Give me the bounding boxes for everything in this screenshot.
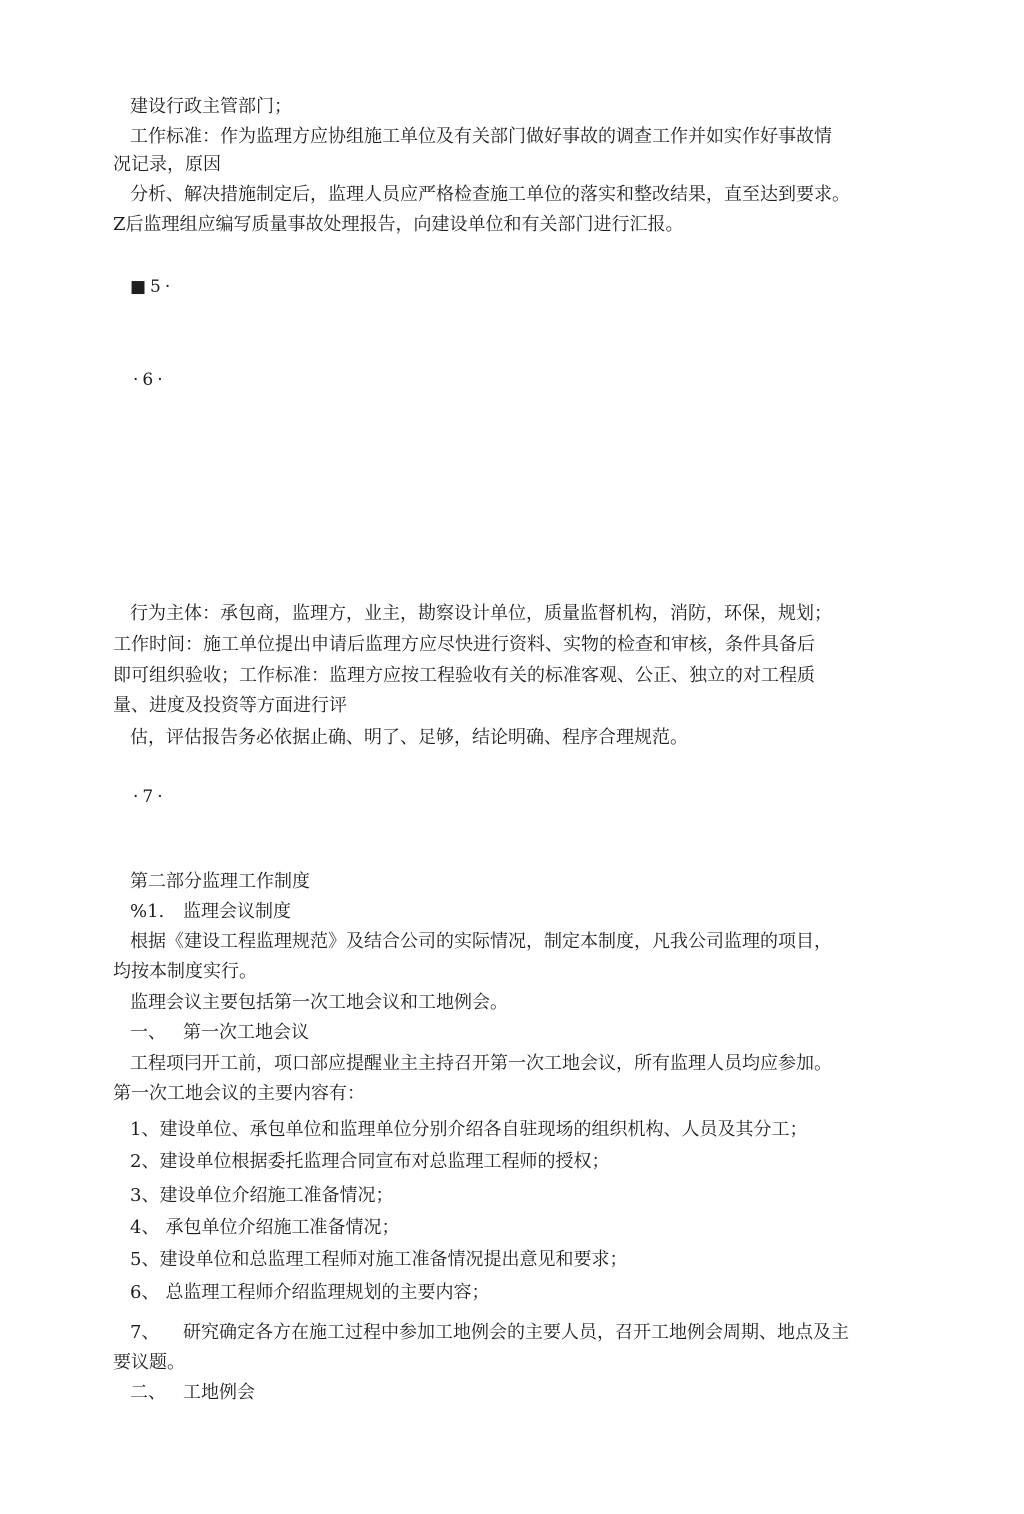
page-number-7: ·7· bbox=[133, 787, 167, 807]
section-1-intro-line: 监理会议主要包括第一次工地会议和工地例会。 bbox=[130, 992, 508, 1013]
subsection-1-title: 第一次工地会议 bbox=[183, 1022, 309, 1043]
subsection-1-intro-line: 工程项冃开工前，项口部应提醒业主主持召开第一次工地会议，所有监理人员均应参加。 bbox=[130, 1053, 832, 1074]
section-1-number: %1. bbox=[130, 901, 165, 922]
acceptance-line: 即可组织验收；工作标准：监理方应按工程验收有关的标准客观、公正、独立的对工程质 bbox=[113, 665, 815, 686]
list-item bbox=[130, 1184, 393, 1208]
acceptance-line: 量、进度及投资等方面进行评 bbox=[113, 695, 347, 716]
part-two-title: 第二部分监理工作制度 bbox=[130, 871, 310, 892]
list-item-number: 6、 bbox=[130, 1282, 160, 1303]
subsection-1-intro-line: 第一次工地会议的主要内容有： bbox=[113, 1083, 365, 1104]
list-item-number: 5、 bbox=[130, 1249, 160, 1270]
page-number-6: ·6· bbox=[133, 370, 167, 390]
list-item bbox=[130, 1248, 627, 1272]
list-item-continuation: 要议题。 bbox=[113, 1352, 185, 1373]
list-item-text: 总监理工程师介绍监理规划的主要内容； bbox=[165, 1282, 490, 1303]
section-1-title: 监理会议制度 bbox=[183, 901, 291, 922]
list-item bbox=[130, 1216, 399, 1240]
accident-record-line: Z后监理组应编写质量事故处理报告，向建设单位和有关部门进行汇报。 bbox=[113, 214, 684, 235]
list-item-number: 7、 bbox=[130, 1322, 160, 1343]
list-item-text: 建设单位、承包单位和监理单位分别介绍各自驻现场的组织机构、人员及其分工； bbox=[159, 1119, 808, 1140]
list-item-text: 研究确定各方在施工过程中参加工地例会的主要人员，召开工地例会周期、地点及主 bbox=[183, 1322, 849, 1343]
list-item-number: 2、 bbox=[130, 1151, 160, 1172]
list-item bbox=[130, 1150, 609, 1174]
subsection-1-number: 一、 bbox=[130, 1022, 166, 1043]
list-item-text: 承包单位介绍施工准备情况； bbox=[165, 1217, 400, 1238]
list-item-number: 4、 bbox=[130, 1217, 160, 1238]
list-item-text: 建设单位和总监理工程师对施工准备情况提出意见和要求； bbox=[159, 1249, 628, 1270]
accident-record-line: 况记录，原因 bbox=[113, 154, 221, 175]
page-number-5: ■5· bbox=[130, 277, 175, 297]
section-1-intro-line: 均按本制度实行。 bbox=[113, 961, 257, 982]
accident-record-line: 工作标准：作为监理方应协组施工单位及有关部门做好事故的调查工作并如实作好事故情 bbox=[130, 126, 832, 147]
accident-record-line: 分析、解决措施制定后，监理人员应严格检查施工单位的落实和整改结果，直至达到要求。 bbox=[130, 184, 850, 205]
list-item bbox=[130, 1118, 807, 1142]
list-item-number: 1、 bbox=[130, 1119, 160, 1140]
accident-record-line: 建设行政主管部门； bbox=[130, 96, 292, 117]
section-1-intro-line: 根据《建设工程监理规范》及结合公司的实际情况，制定本制度，凡我公司监理的项目， bbox=[130, 931, 832, 952]
list-item-text: 建设单位介绍施工准备情况； bbox=[159, 1185, 394, 1206]
acceptance-line: 工作时间：施工单位提出申请后监理方应尽快进行资料、实物的检查和审核，条件具备后 bbox=[113, 634, 815, 655]
acceptance-line: 估，评估报告务必依据止确、明了、足够，结论明确、程序合理规范。 bbox=[130, 727, 688, 748]
list-item bbox=[130, 1281, 489, 1305]
subsection-2-number: 二、 bbox=[130, 1382, 166, 1403]
list-item-number: 3、 bbox=[130, 1185, 160, 1206]
list-item-text: 建设单位根据委托监理合同宣布对总监理工程师的授权； bbox=[159, 1151, 610, 1172]
acceptance-line: 行为主体：承包商，监理方，业主，勘察设计单位，质量监督机构，消防，环保，规划； bbox=[130, 603, 832, 624]
subsection-2-title: 工地例会 bbox=[183, 1382, 255, 1403]
